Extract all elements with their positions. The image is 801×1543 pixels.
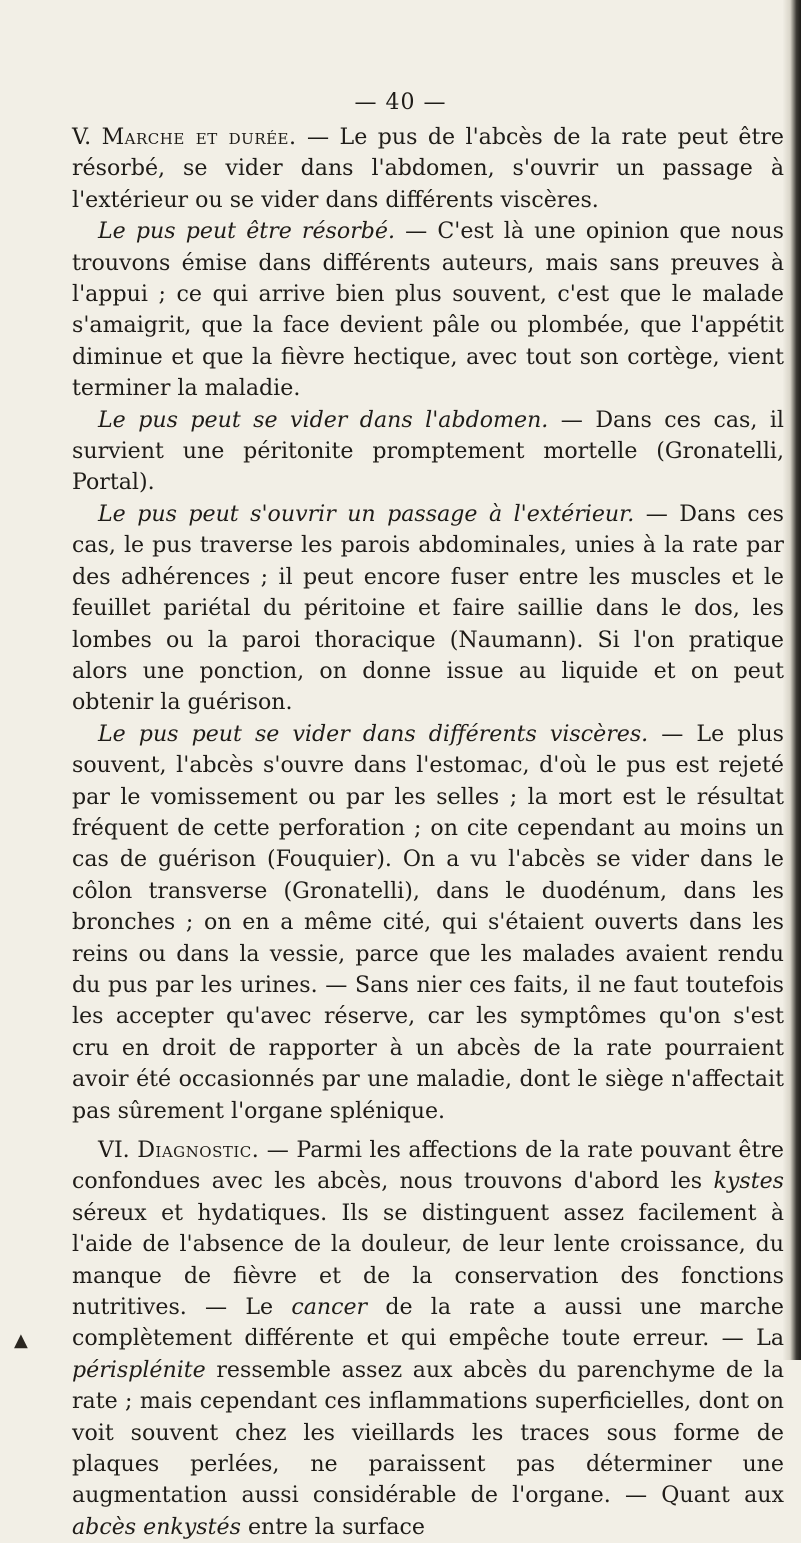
italic-phrase: kystes <box>713 1168 784 1195</box>
body-text <box>72 122 784 1543</box>
text-run: — Parmi les affections de la rate pouvant être confondues avec les abcès, nous trouvons d'abord les <box>72 1137 785 1195</box>
paragraph <box>72 216 784 404</box>
italic-phrase: abcès enkystés <box>72 1513 241 1540</box>
section-heading: Diagnostic. <box>137 1137 260 1163</box>
text-run: entre la surface <box>240 1513 425 1540</box>
page-binding-edge <box>783 0 801 1360</box>
section-heading: Marche et durée. <box>101 124 297 150</box>
text-run: — Le plus souvent, l'abcès s'ouvre dans l'estomac, d'où le pus est rejeté par le vomissement ou par les selles ; la mort est le résultat fréquent de cette perforation ; on cite cependant au moins un cas de guérison (Fouquier). On a vu l'abcès se vider dans le côlon transverse (Gronatelli), dans le duodénum, dans les bronches ; on en a même cité, qui s'étaient ouverts dans les reins ou dans la vessie, parce que les malades avaient rendu du pus par les urines. — Sans nier ces faits, il ne faut toutefois les accepter qu'avec réserve, car les symptômes qu'on s'est cru en droit de rapporter à un abcès de la rate pourraient avoir été occasionnés par une maladie, dont le siège n'affectait pas sûrement l'organe splénique. <box>72 720 785 1124</box>
text-run: — Dans ces cas, le pus traverse les parois abdominales, unies à la rate par des adhérences ; il peut encore fuser entre les muscles et le feuillet pariétal du péritoine et faire saillie dans le dos, les lombes ou la paroi thoracique (Naumann). Si l'on pratique alors une ponction, on donne issue au liquide et on peut obtenir la guérison. <box>72 500 784 716</box>
italic-phrase: Le pus peut être résorbé. <box>98 218 396 245</box>
italic-phrase: Le pus peut se vider dans différents viscères. <box>98 720 649 747</box>
paragraph <box>72 499 784 719</box>
text-run: — Le pus de l'abcès de la rate peut être résorbé, se vider dans l'abdomen, s'ouvrir un passage à l'extérieur ou se vider dans différents viscères. <box>72 124 784 213</box>
text-run: VI. <box>98 1137 138 1163</box>
text-run: — C'est là une opinion que nous trouvons émise dans différents auteurs, mais sans preuves à l'appui ; ce qui arrive bien plus souvent, c'est que le malade s'amaigrit, que la face devient pâle ou plombée, que l'appétit diminue et que la fièvre hectique, avec tout son cortège, vient terminer la maladie. <box>72 218 785 402</box>
text-run: ressemble assez aux abcès du parenchyme de la rate ; mais cependant ces inflammations superficielles, dont on voit souvent chez les vieillards les traces sous forme de plaques perlées, ne paraissent pas déterminer une augmentation aussi considérable de l'organe. — Quant aux <box>72 1356 784 1509</box>
paragraph <box>72 405 784 499</box>
italic-phrase: cancer <box>291 1294 368 1321</box>
paragraph <box>72 719 784 1127</box>
text-run: — Dans ces cas, il survient une péritonite promptement mortelle (Gronatelli, Portal). <box>72 406 784 496</box>
text-run: de la rate a aussi une marche complètement différente et qui empêche toute erreur. — La <box>72 1294 784 1352</box>
text-run: V. <box>72 124 102 150</box>
italic-phrase: périsplénite <box>72 1356 206 1383</box>
italic-phrase: Le pus peut s'ouvrir un passage à l'extérieur. <box>98 500 635 527</box>
corner-mark: ▲ <box>14 1330 28 1351</box>
paragraph <box>72 1135 784 1543</box>
paragraph <box>72 122 784 216</box>
italic-phrase: Le pus peut se vider dans l'abdomen. <box>98 406 549 433</box>
page-number: — 40 — <box>354 90 447 115</box>
text-run: séreux et hydatiques. Ils se distinguent assez facilement à l'aide de l'absence de la douleur, de leur lente croissance, du manque de fièvre et de la conservation des fonctions nutritives. — Le <box>72 1199 784 1321</box>
